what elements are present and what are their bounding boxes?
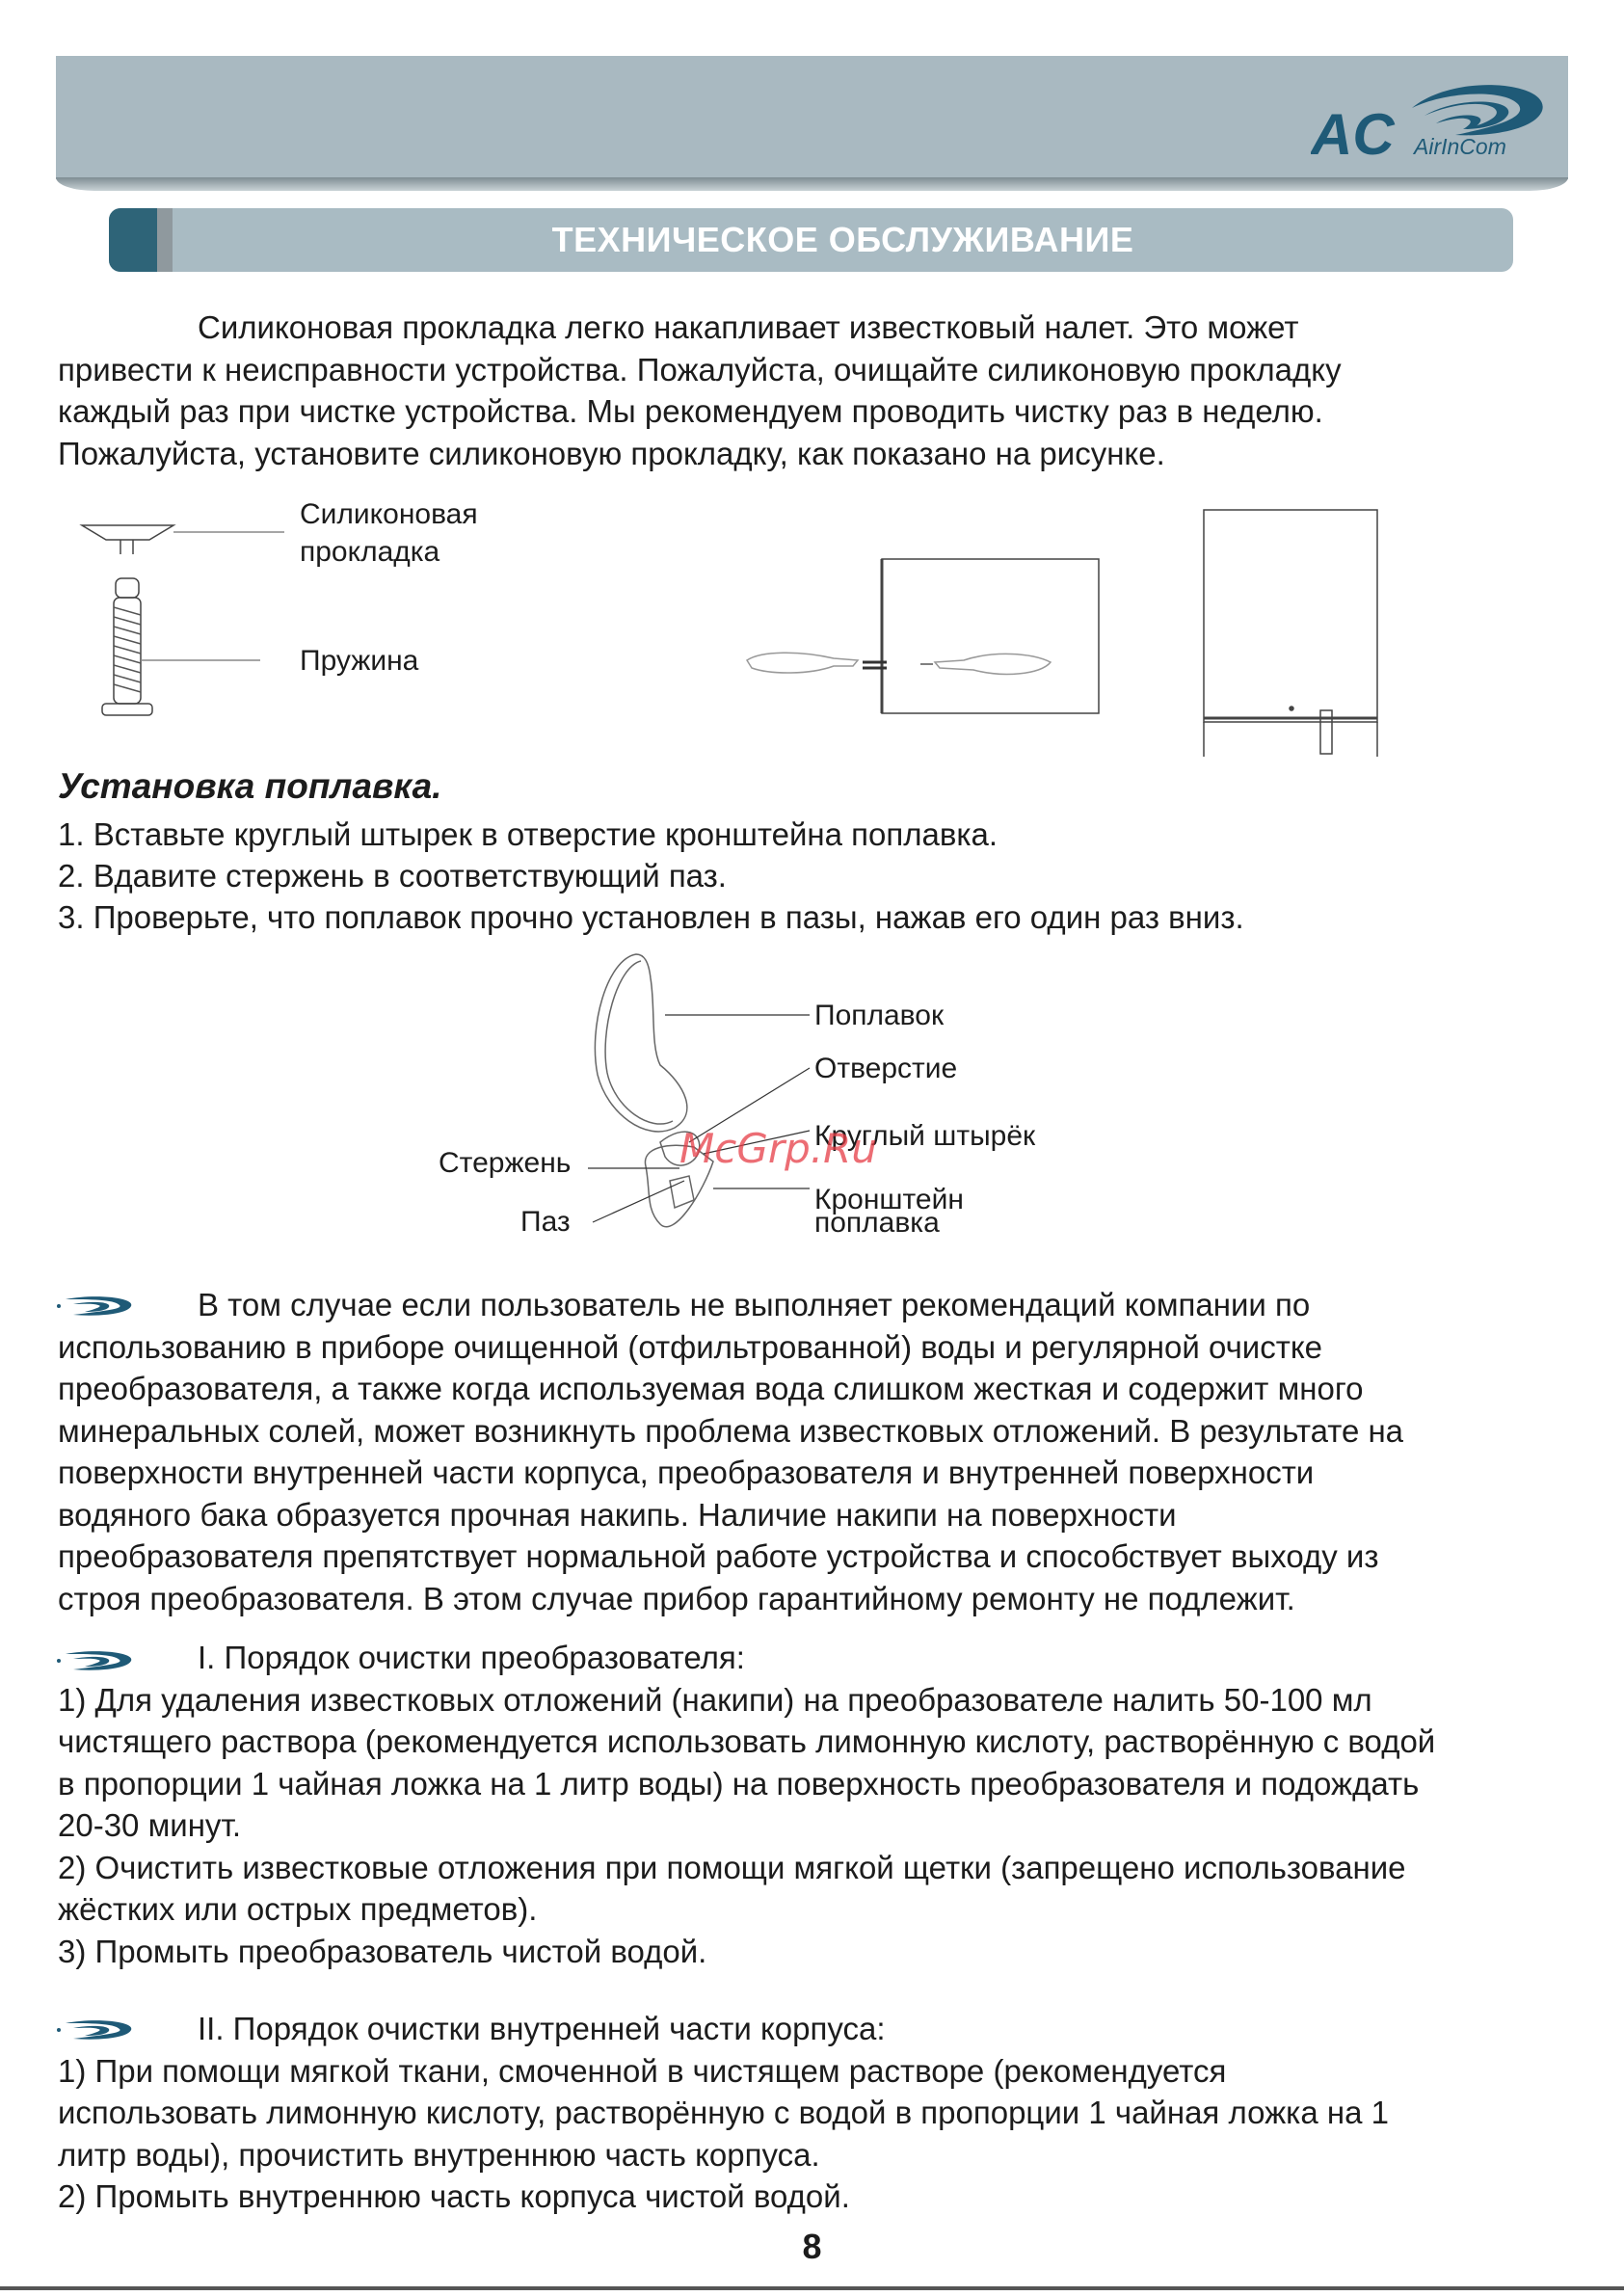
- title-accent-grey: [157, 208, 173, 272]
- warning-line: водяного бака образуется прочная накипь. Наличие накипи на поверхности: [58, 1496, 1177, 1533]
- section-1-line: в пропорции 1 чайная ложка на 1 литр воды) на поверхность преобразователя и подождать: [58, 1765, 1420, 1802]
- label-float: Поплавок: [814, 1000, 945, 1031]
- watermark: McGrp.Ru: [679, 1125, 877, 1172]
- section-1: [58, 1637, 1581, 1972]
- page-header-shadow: [56, 177, 1568, 191]
- warning-line: использованию в приборе очищенной (отфильтрованной) воды и регулярной очистке: [58, 1328, 1323, 1365]
- warning-line: преобразователя, а также когда используемая вода слишком жесткая и содержит много: [58, 1371, 1364, 1406]
- intro-paragraph: [58, 307, 1581, 474]
- warning-line: поверхности внутренней части корпуса, преобразователя и внутренней поверхности: [58, 1455, 1315, 1490]
- section-1-line: жёстких или острых предметов).: [58, 1891, 538, 1927]
- float-step: 1. Вставьте круглый штырек в отверстие кронштейна поплавка.: [58, 816, 998, 852]
- intro-line: Пожалуйста, установите силиконовую прокладку, как показано на рисунке.: [58, 435, 1165, 471]
- float-assembly-figure: [569, 949, 819, 1248]
- section-2-line: 2) Промыть внутреннюю часть корпуса чистой водой.: [58, 2178, 850, 2214]
- section-1-line: 20-30 минут.: [58, 1807, 242, 1843]
- warning-line: преобразователя препятствует нормальной работе устройства и способствует выходу из: [58, 1538, 1379, 1574]
- section-title-bar: [109, 208, 1513, 272]
- section-1-line: чистящего раствора (рекомендуется использовать лимонную кислоту, растворённую с водой: [58, 1723, 1436, 1759]
- warning-line: В том случае если пользователь не выполняет рекомендаций компании по: [198, 1287, 1311, 1322]
- label-bracket: Кронштейн: [814, 1184, 964, 1215]
- intro-line: привести к неисправности устройства. Пожалуйста, очищайте силиконовую прокладку: [58, 351, 1342, 387]
- label-bracket-2: поплавка: [814, 1207, 940, 1239]
- label-hole: Отверстие: [814, 1053, 958, 1084]
- section-2-line: 1) При помощи мягкой ткани, смоченной в чистящем растворе (рекомендуется: [58, 2052, 1227, 2089]
- label-rod: Стержень: [439, 1147, 572, 1179]
- warning-line: минеральных солей, может возникнуть проблема известковых отложений. В результате на: [58, 1412, 1404, 1449]
- device-gasket-figure: [1200, 506, 1383, 761]
- section-1-line: 2) Очистить известковые отложения при помощи мягкой щетки (запрещено использование: [58, 1849, 1406, 1885]
- intro-line: каждый раз при чистке устройства. Мы рекомендуем проводить чистку раз в неделю.: [58, 393, 1323, 429]
- title-accent-dark: [109, 208, 157, 272]
- section-2-line: использовать лимонную кислоту, растворённую с водой в пропорции 1 чайная ложка на 1: [58, 2095, 1389, 2130]
- float-install-heading: Установка поплавка.: [58, 766, 442, 806]
- section-1-line: 3) Промыть преобразователь чистой водой.: [58, 1933, 707, 1969]
- gasket-spring-figure: [77, 511, 289, 733]
- page-number: 8: [802, 2227, 822, 2266]
- section-1-line: 1) Для удаления известковых отложений (накипи) на преобразователе налить 50-100 мл: [58, 1681, 1372, 1718]
- install-gasket-figure: [742, 554, 1108, 718]
- intro-line: Силиконовая прокладка легко накапливает известковый налет. Это может: [198, 309, 1299, 345]
- label-round-pin: Круглый штырёк: [814, 1120, 1036, 1152]
- footer-divider: [0, 2286, 1624, 2290]
- warning-line: строя преобразователя. В этом случае прибор гарантийному ремонту не подлежит.: [58, 1580, 1295, 1616]
- section-2-title: II. Порядок очистки внутренней части корпуса:: [198, 2011, 886, 2046]
- label-gasket-2: прокладка: [300, 536, 440, 568]
- section-2: [58, 2008, 1581, 2218]
- float-step: 3. Проверьте, что поплавок прочно установлен в пазы, нажав его один раз вниз.: [58, 899, 1244, 935]
- page-title: ТЕХНИЧЕСКОЕ ОБСЛУЖИВАНИЕ: [551, 220, 1134, 259]
- label-gasket: Силиконовая: [300, 498, 478, 530]
- label-groove: Паз: [520, 1206, 571, 1238]
- logo-mark: AC: [1311, 102, 1395, 164]
- section-1-title: I. Порядок очистки преобразователя:: [198, 1640, 745, 1675]
- label-spring: Пружина: [300, 645, 419, 677]
- section-2-line: литр воды), прочистить внутреннюю часть корпуса.: [58, 2136, 820, 2173]
- warning-paragraph: [58, 1284, 1581, 1619]
- logo-brand-text: AirInCom: [1414, 134, 1506, 159]
- float-step: 2. Вдавите стержень в соответствующий паз.: [58, 858, 727, 894]
